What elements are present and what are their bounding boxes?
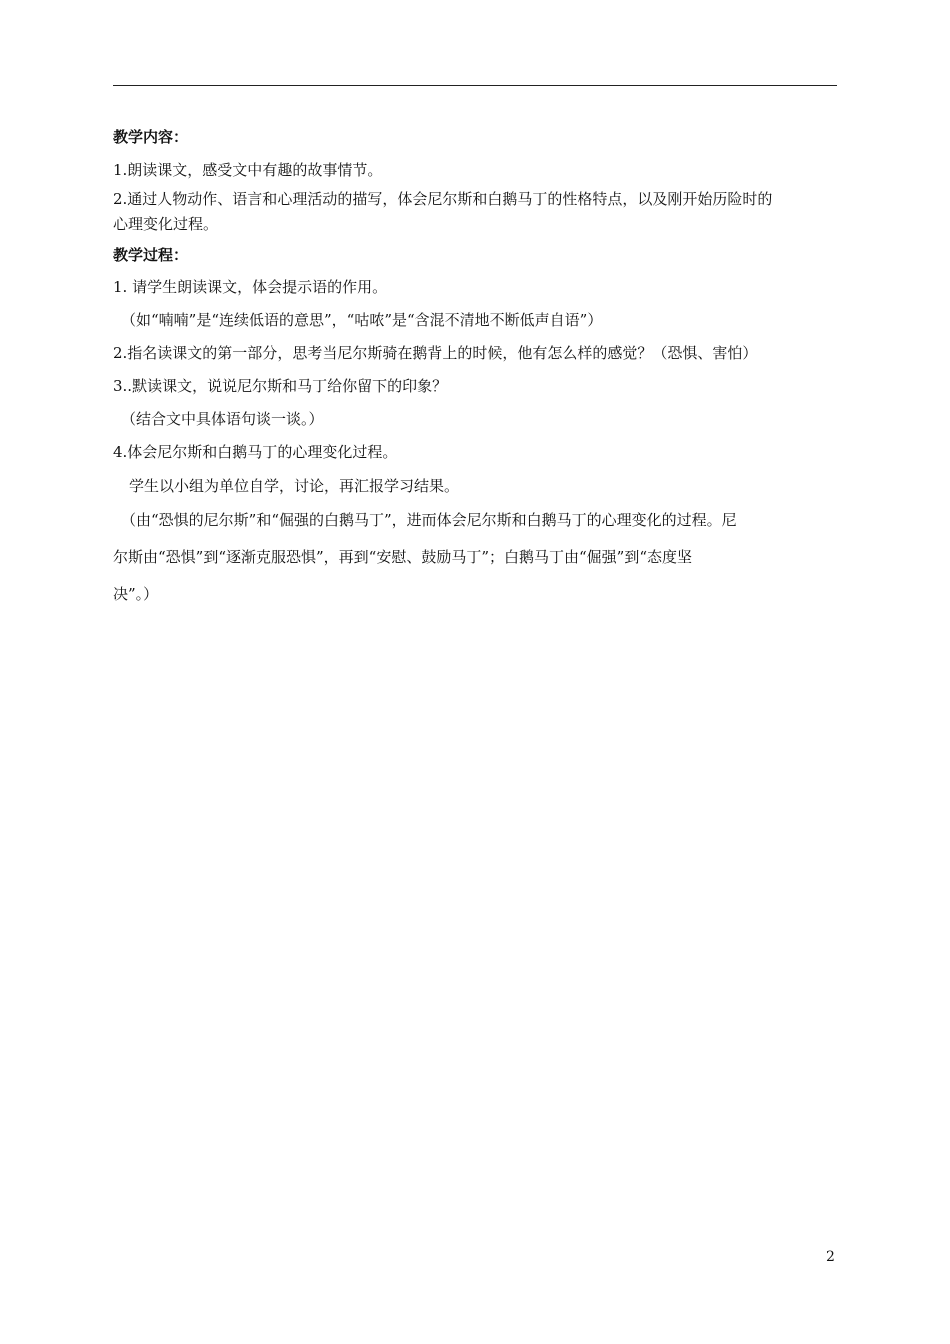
process-line-1: 1. 请学生朗读课文，体会提示语的作用。 <box>113 278 388 296</box>
process-line-6: 4.体会尼尔斯和白鹅马丁的心理变化过程。 <box>113 443 398 461</box>
content-heading: 教学内容： <box>113 128 189 146</box>
process-line-7: 学生以小组为单位自学，讨论，再汇报学习结果。 <box>129 477 460 495</box>
page-number: 2 <box>826 1249 835 1265</box>
process-line-5: （结合文中具体语句谈一谈。） <box>121 410 324 428</box>
content-item-1: 1.朗读课文，感受文中有趣的故事情节。 <box>113 161 383 179</box>
process-line-10: 决”。） <box>113 585 159 603</box>
process-heading: 教学过程： <box>113 246 189 264</box>
process-line-4: 3..默读课文，说说尼尔斯和马丁给你留下的印象？ <box>113 377 448 395</box>
content-item-2: 2.通过人物动作、语言和心理活动的描写，体会尼尔斯和白鹅马丁的性格特点，以及刚开始历险时的 <box>113 190 773 208</box>
process-line-2: （如“喃喃”是“连续低语的意思”，“咕哝”是“含混不清地不断低声自语”） <box>121 311 603 329</box>
process-line-3: 2.指名读课文的第一部分，思考当尼尔斯骑在鹅背上的时候，他有怎么样的感觉？（恐惧、害怕） <box>113 344 758 362</box>
process-line-9: 尔斯由“恐惧”到“逐渐克服恐惧”，再到“安慰、鼓励马丁”；白鹅马丁由“倔强”到“态度坚 <box>113 548 693 566</box>
header-rule <box>113 85 837 86</box>
process-line-8: （由“恐惧的尼尔斯”和“倔强的白鹅马丁”，进而体会尼尔斯和白鹅马丁的心理变化的过程。尼 <box>121 511 737 529</box>
content-item-2-cont: 心理变化过程。 <box>113 215 219 233</box>
